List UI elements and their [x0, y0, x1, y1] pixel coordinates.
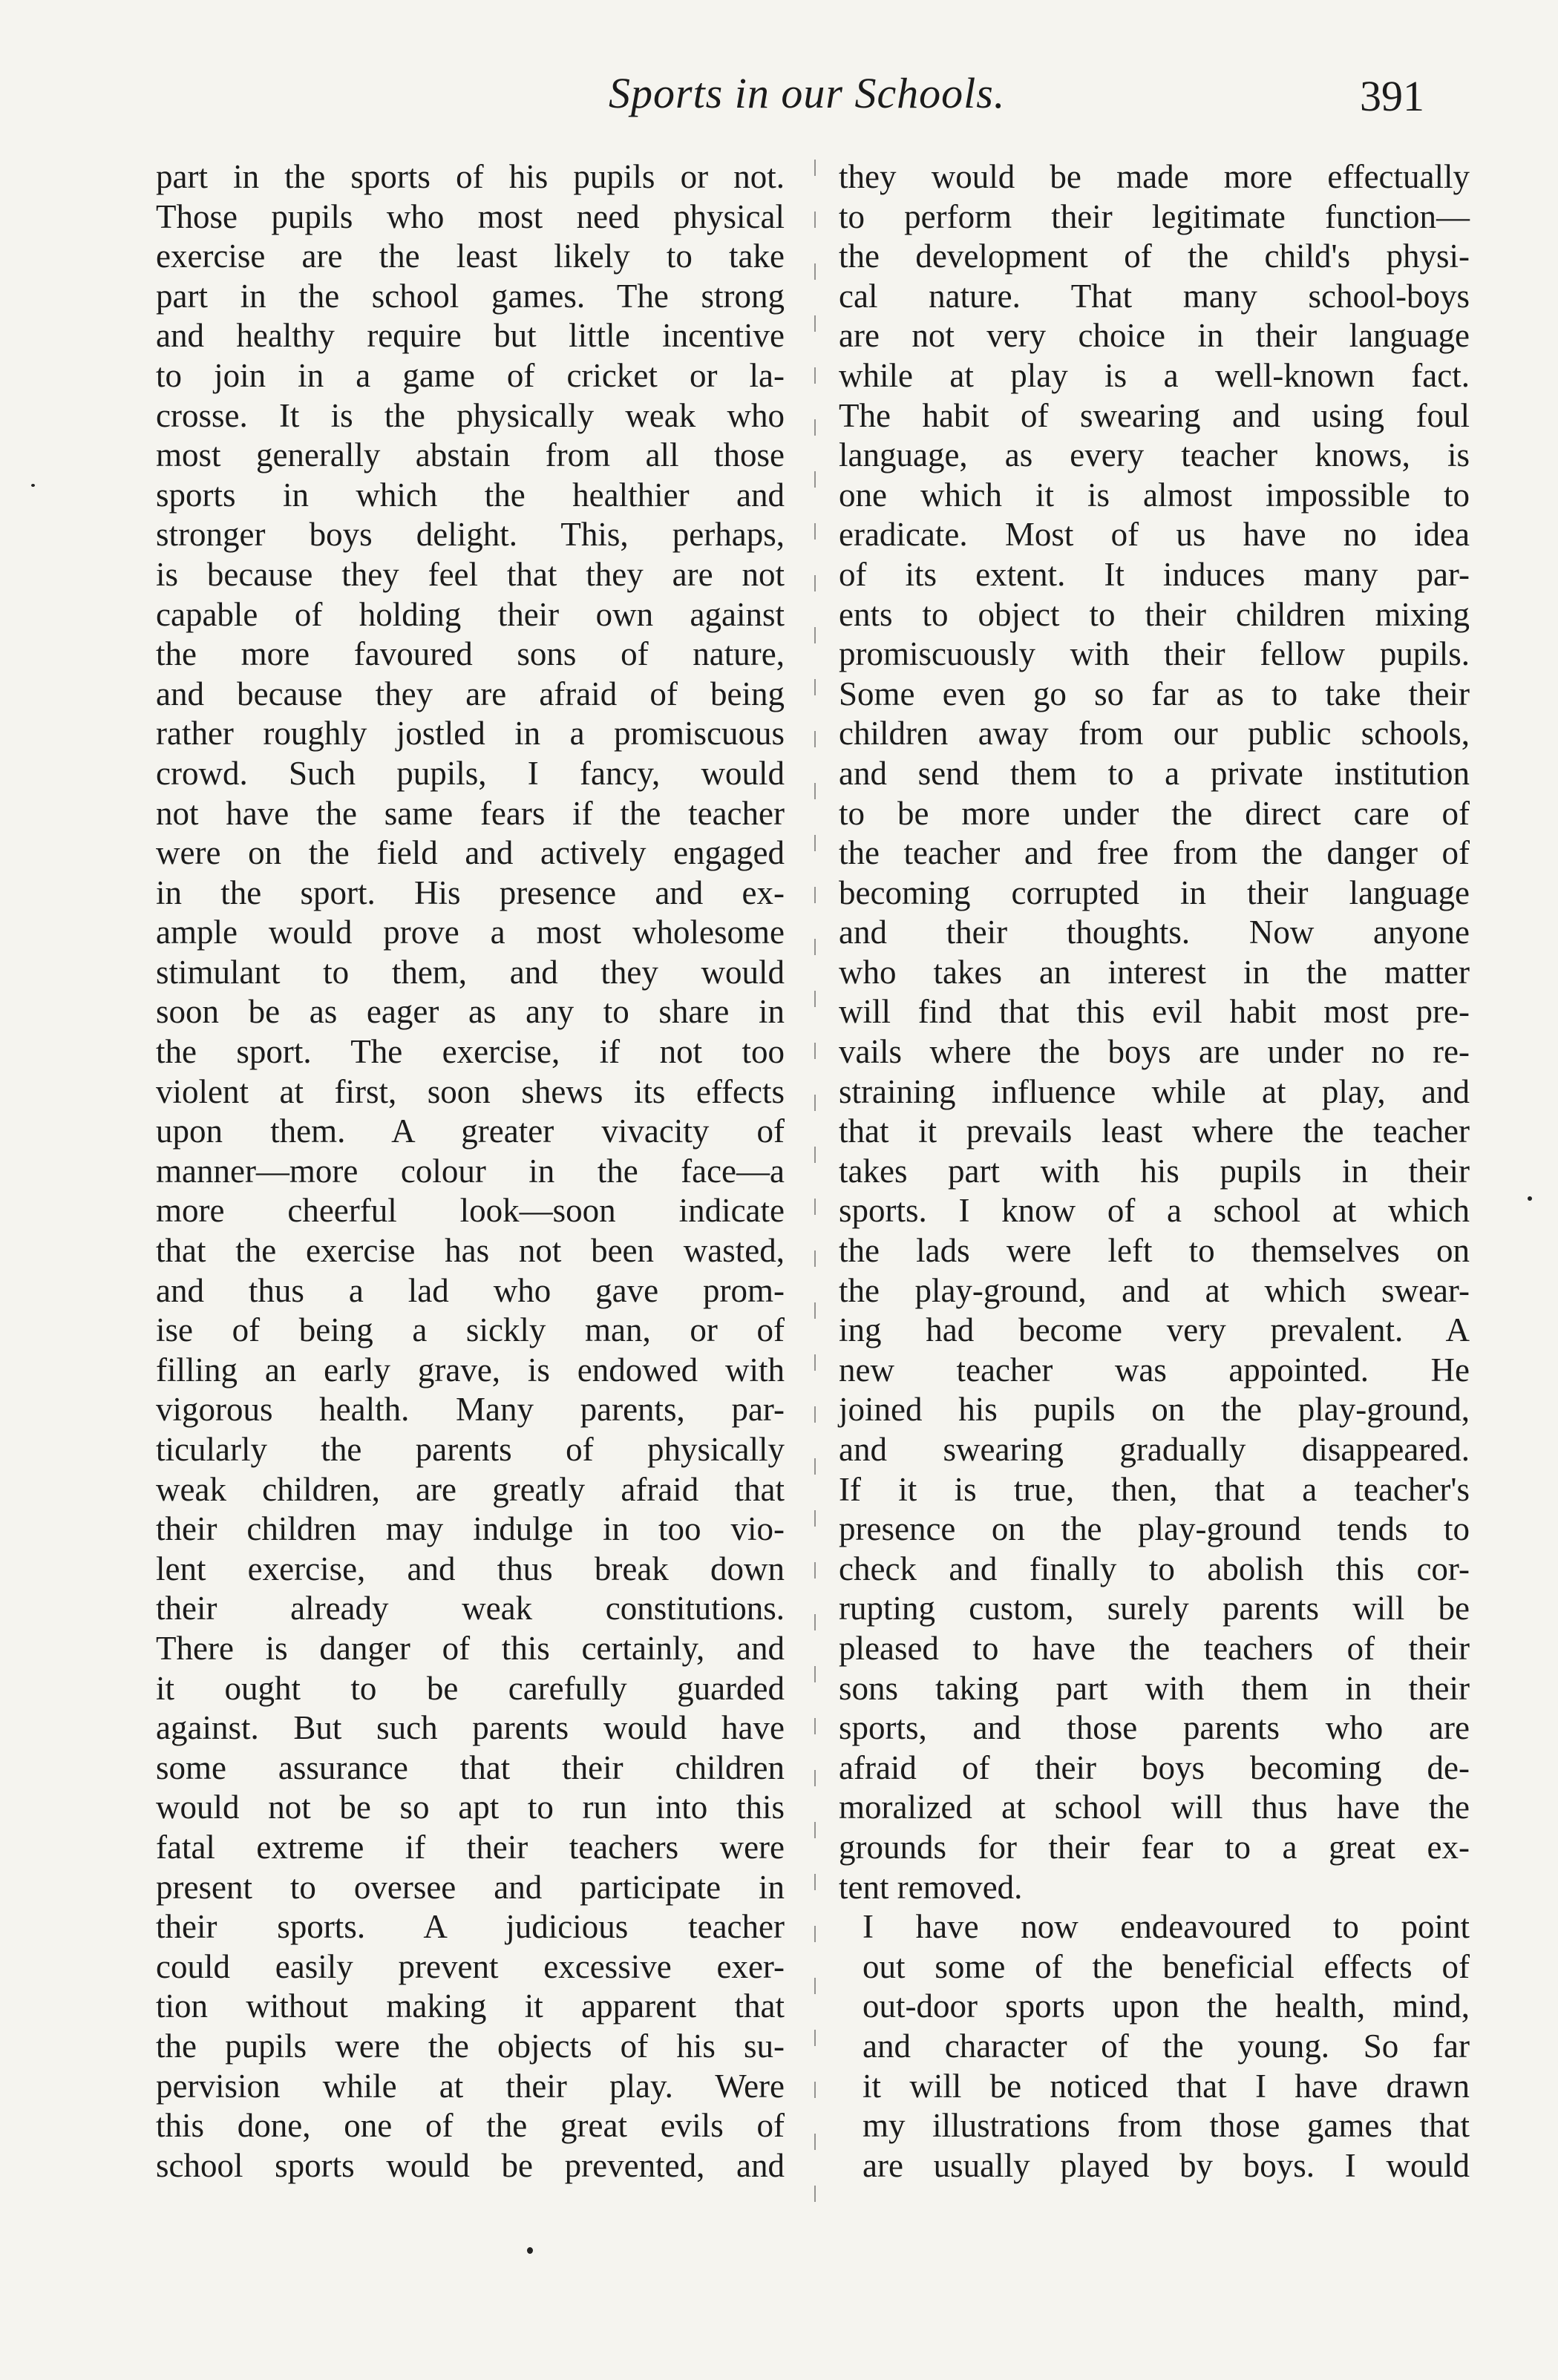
text-line: their sports. A judicious teacher	[156, 1908, 785, 1946]
text-line: is because they feel that they are not	[156, 555, 785, 593]
text-line: tion without making it apparent that	[156, 1987, 785, 2025]
text-line: my illustrations from those games that	[863, 2107, 1470, 2145]
text-line: weak children, are greatly afraid that	[156, 1470, 785, 1508]
text-line: ticularly the parents of physically	[156, 1431, 785, 1468]
text-line: upon them. A greater vivacity of	[156, 1112, 785, 1150]
text-line: and send them to a private institution	[839, 754, 1470, 792]
text-line: of its extent. It induces many par-	[839, 555, 1470, 593]
text-line: the sport. The exercise, if not too	[156, 1033, 785, 1071]
text-line: part in the school games. The strong	[156, 277, 785, 315]
text-line: eradicate. Most of us have no idea	[839, 516, 1470, 554]
text-line: rupting custom, surely parents will be	[839, 1590, 1470, 1627]
text-line: ample would prove a most wholesome	[156, 914, 785, 951]
text-line: that the exercise has not been wasted,	[156, 1232, 785, 1270]
text-line: are usually played by boys. I would	[863, 2146, 1470, 2184]
text-line: sports in which the healthier and	[156, 476, 785, 514]
text-line: their already weak constitutions.	[156, 1590, 785, 1627]
text-line: the lads were left to themselves on	[839, 1232, 1470, 1270]
text-line: and character of the young. So far	[863, 2027, 1470, 2065]
left-column	[156, 157, 785, 2186]
text-line: manner—more colour in the face—a	[156, 1152, 785, 1190]
text-line: stronger boys delight. This, perhaps,	[156, 516, 785, 554]
text-line: would not be so apt to run into this	[156, 1789, 785, 1826]
text-line: There is danger of this certainly, and	[156, 1629, 785, 1667]
text-line: grounds for their fear to a great ex-	[839, 1828, 1470, 1866]
text-line: the more favoured sons of nature,	[156, 635, 785, 673]
text-line: exercise are the least likely to take	[156, 237, 785, 275]
text-line: and swearing gradually disappeared.	[839, 1431, 1470, 1468]
text-line: Those pupils who most need physical	[156, 197, 785, 235]
text-line: presence on the play-ground tends to	[839, 1510, 1470, 1548]
text-line: If it is true, then, that a teacher's	[839, 1470, 1470, 1508]
left-column-paragraph	[156, 157, 785, 2186]
text-line: Some even go so far as to take their	[839, 675, 1470, 712]
text-line: school sports would be prevented, and	[156, 2146, 785, 2184]
text-line: could easily prevent excessive exer-	[156, 1947, 785, 1985]
text-line: takes part with his pupils in their	[839, 1152, 1470, 1190]
text-line: filling an early grave, is endowed with	[156, 1351, 785, 1389]
text-line: straining influence while at play, and	[839, 1072, 1470, 1110]
text-line: cal nature. That many school-boys	[839, 277, 1470, 315]
text-line: becoming corrupted in their language	[839, 873, 1470, 911]
running-title: Sports in our Schools.	[609, 69, 1006, 117]
text-line: were on the field and actively engaged	[156, 834, 785, 872]
text-line: joined his pupils on the play-ground,	[839, 1391, 1470, 1429]
text-line: the play-ground, and at which swear-	[839, 1271, 1470, 1309]
text-line: ents to object to their children mixing	[839, 595, 1470, 633]
text-line: pervision while at their play. Were	[156, 2067, 785, 2105]
text-line: against. But such parents would have	[156, 1709, 785, 1747]
text-line: crosse. It is the physically weak who	[156, 396, 785, 434]
text-line: the teacher and free from the danger of	[839, 834, 1470, 872]
text-line: soon be as eager as any to share in	[156, 993, 785, 1031]
print-speck	[31, 484, 35, 487]
text-line: that it prevails least where the teacher	[839, 1112, 1470, 1150]
text-line: in the sport. His presence and ex-	[156, 873, 785, 911]
column-divider	[814, 160, 816, 2223]
text-line: more cheerful look—soon indicate	[156, 1192, 785, 1230]
text-line: out-door sports upon the health, mind,	[863, 1987, 1470, 2025]
text-line: tent removed.	[839, 1868, 1023, 1906]
text-line: present to oversee and participate in	[156, 1868, 785, 1906]
text-line: vails where the boys are under no re-	[839, 1033, 1470, 1071]
text-line: the pupils were the objects of his su-	[156, 2027, 785, 2065]
text-line: vigorous health. Many parents, par-	[156, 1391, 785, 1429]
text-line: and their thoughts. Now anyone	[839, 914, 1470, 951]
text-line: new teacher was appointed. He	[839, 1351, 1470, 1389]
text-line: ise of being a sickly man, or of	[156, 1311, 785, 1349]
text-line: their children may indulge in too vio-	[156, 1510, 785, 1548]
text-line: it will be noticed that I have drawn	[863, 2067, 1470, 2105]
text-line: children away from our public schools,	[839, 715, 1470, 753]
text-line: most generally abstain from all those	[156, 436, 785, 474]
page-number: 391	[1360, 72, 1424, 120]
text-line: to be more under the direct care of	[839, 794, 1470, 832]
right-column-paragraph-2	[839, 1907, 1470, 2186]
text-line: who takes an interest in the matter	[839, 953, 1470, 991]
text-line: to join in a game of cricket or la-	[156, 356, 785, 394]
text-line: and healthy require but little incentive	[156, 317, 785, 355]
text-line: while at play is a well-known fact.	[839, 356, 1470, 394]
text-line: sports. I know of a school at which	[839, 1192, 1470, 1230]
text-line: language, as every teacher knows, is	[839, 436, 1470, 474]
print-speck	[1528, 1196, 1532, 1201]
text-line: afraid of their boys becoming de-	[839, 1748, 1470, 1786]
text-line: will find that this evil habit most pre-	[839, 993, 1470, 1031]
print-speck	[527, 2247, 533, 2254]
text-line: capable of holding their own against	[156, 595, 785, 633]
text-line: the development of the child's physi-	[839, 237, 1470, 275]
text-line: to perform their legitimate function—	[839, 197, 1470, 235]
text-line: not have the same fears if the teacher	[156, 794, 785, 832]
text-line: check and finally to abolish this cor-	[839, 1550, 1470, 1587]
running-header	[0, 68, 1558, 128]
text-line: one which it is almost impossible to	[839, 476, 1470, 514]
text-line: I have now endeavoured to point	[863, 1908, 1470, 1946]
text-line: The habit of swearing and using foul	[839, 396, 1470, 434]
text-line: this done, one of the great evils of	[156, 2107, 785, 2145]
text-line: promiscuously with their fellow pupils.	[839, 635, 1470, 673]
text-line: moralized at school will thus have the	[839, 1789, 1470, 1826]
text-line: and because they are afraid of being	[156, 675, 785, 712]
text-line: sons taking part with them in their	[839, 1669, 1470, 1707]
text-line: pleased to have the teachers of their	[839, 1629, 1470, 1667]
text-line: they would be made more effectually	[839, 158, 1470, 195]
text-line: crowd. Such pupils, I fancy, would	[156, 754, 785, 792]
right-column	[839, 157, 1470, 2186]
text-line: out some of the beneficial effects of	[863, 1947, 1470, 1985]
text-line: lent exercise, and thus break down	[156, 1550, 785, 1587]
text-line: part in the sports of his pupils or not.	[156, 158, 785, 195]
text-line: are not very choice in their language	[839, 317, 1470, 355]
text-line: it ought to be carefully guarded	[156, 1669, 785, 1707]
text-line: violent at first, soon shews its effects	[156, 1072, 785, 1110]
text-line: stimulant to them, and they would	[156, 953, 785, 991]
right-column-paragraph-1	[839, 157, 1470, 1907]
text-line: and thus a lad who gave prom-	[156, 1271, 785, 1309]
text-line: some assurance that their children	[156, 1748, 785, 1786]
text-line: sports, and those parents who are	[839, 1709, 1470, 1747]
text-line: ing had become very prevalent. A	[839, 1311, 1470, 1349]
text-line: rather roughly jostled in a promiscuous	[156, 715, 785, 753]
text-line: fatal extreme if their teachers were	[156, 1828, 785, 1866]
